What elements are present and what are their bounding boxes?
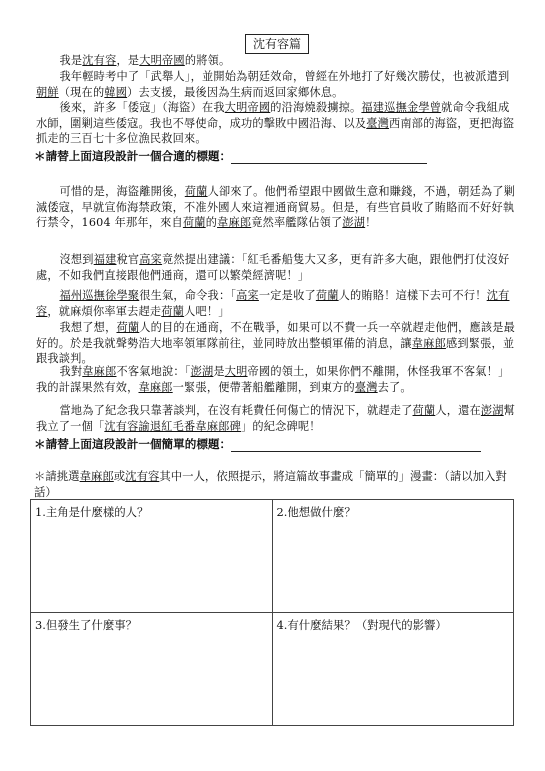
proper-noun: 福建巡撫金學曾 [361, 101, 442, 114]
paragraph [36, 100, 516, 147]
proper-noun: 澎湖 [342, 216, 366, 230]
text-run: 稅官 [116, 253, 140, 266]
proper-noun: 荷蘭 [161, 304, 185, 318]
text-run: 人的目的在通商，不在戰爭，如果可以不費一兵一卒就趕走他們，應該是最好的。於是我就聲勢浩大地率領軍隊前往，並同時放出整頓軍備的消息，讓 [36, 321, 516, 350]
paragraph [36, 184, 516, 231]
proper-noun: 高寀 [139, 253, 163, 266]
text-run: 其中一人，依照提示，將這篇故事畫成「簡單的」漫畫：（請以加入對話） [34, 469, 507, 499]
text-run: 我想了想， [59, 321, 117, 334]
text-run: 的沿海燒殺擄掠。 [270, 101, 362, 114]
comic-instructions [34, 468, 520, 500]
paragraph [36, 69, 516, 100]
proper-noun: 荷蘭 [412, 404, 436, 417]
text-run: ＊請挑選 [34, 469, 80, 483]
proper-noun: 朝鮮 [36, 85, 59, 99]
proper-noun: 福建 [93, 253, 117, 266]
text-run: 可惜的是，海盜離開後， [59, 185, 185, 198]
text-run: 竟然率艦隊佔領了 [251, 216, 343, 230]
text-run: ）去支援，最後因為生病而返回家鄉休息。 [127, 85, 344, 99]
proper-noun: 韋麻郎 [217, 216, 252, 230]
text-run: 是 [213, 365, 225, 378]
proper-noun: 韓國 [104, 85, 128, 99]
text-run: 感到緊張，並跟我談判。 [36, 336, 515, 366]
text-run: 當地為了紀念我只靠著談判，在沒有耗費任何傷亡的情況下，就趕走了 [59, 404, 413, 417]
comic-box[interactable]: 4.有什麼結果？（對現代的影響） [272, 613, 514, 726]
paragraph [36, 320, 516, 367]
proper-noun: 高寀 [236, 289, 259, 302]
text-run: ，就麻煩你率軍去趕走 [47, 304, 162, 318]
proper-noun: 荷蘭 [116, 321, 140, 334]
proper-noun: 沈有容諭退紅毛番韋麻郎碑 [104, 419, 241, 433]
proper-noun: 韋麻郎 [138, 380, 173, 394]
text-run: ，是 [116, 54, 140, 67]
proper-noun: 大明帝國 [139, 54, 185, 67]
title-question-2 [34, 437, 481, 452]
text-run: 的將領。 [184, 54, 231, 67]
proper-noun: 荷蘭 [184, 185, 208, 198]
text-run: 西南部的海盜，更把海盜抓走的三百七十多位漁民救回來。 [36, 116, 515, 146]
paragraph [36, 53, 516, 69]
text-run: ！ [365, 216, 377, 230]
text-run: 帝國的領土，如果你們不離開，休怪我軍不客氣！」我的計謀果然有效， [36, 365, 510, 394]
answer-blank[interactable] [231, 439, 481, 452]
paragraph [36, 364, 516, 395]
text-run: 沒想到 [59, 253, 94, 266]
text-run: 人卻來了。他們希望跟中國做生意和賺錢，不過，朝廷為了剿滅倭寇，早就宣佈海禁政策，不准外國人來這裡通商貿易。但是，有些官員收了賄賂而不好好執行禁令，1604 年那年，來自 [36, 185, 516, 230]
proper-noun: 沈有容 [125, 469, 160, 483]
proper-noun: 福州巡撫徐學聚 [59, 289, 140, 302]
text-run: 的 [205, 216, 218, 230]
text-run: 去了。 [377, 380, 412, 394]
proper-noun: 臺灣 [366, 116, 390, 130]
paragraph [36, 403, 516, 434]
proper-noun: 沈有容 [82, 54, 117, 67]
proper-noun: 臺灣 [354, 380, 378, 394]
title-question-1 [34, 149, 427, 164]
proper-noun: 澎湖 [190, 365, 214, 378]
text-run: 我對 [59, 365, 83, 378]
proper-noun: 大明帝國 [224, 101, 271, 114]
proper-noun: 沈有容 [36, 289, 510, 318]
paragraph [36, 252, 516, 283]
proper-noun: 大明 [224, 365, 248, 378]
comic-box[interactable]: 2.他想做什麼？ [272, 500, 514, 613]
comic-grid [30, 499, 514, 726]
text-run: 一定是收了 [258, 289, 316, 302]
text-run: （現在的 [58, 85, 105, 99]
proper-noun: 荷蘭 [182, 216, 206, 230]
proper-noun: 澎湖 [480, 404, 504, 417]
comic-box[interactable]: 3.但發生了什麼事？ [31, 613, 273, 726]
worksheet-title: 沈有容篇 [245, 34, 309, 54]
text-run: 竟然提出建議：「紅毛番船隻大又多，更有許多大砲，跟他們打仗沒好處，不如我們直接跟他們通商，還可以繁榮經濟呢！」 [36, 253, 510, 282]
text-run: 我年輕時考中了「武舉人」，並開始為朝廷效命，曾經在外地打了好幾次勝仗，也被派遣到 [59, 70, 510, 83]
text-run: 很生氣，命令我：「 [139, 289, 237, 302]
text-run: 或 [113, 469, 126, 483]
text-run: 我是 [59, 54, 83, 67]
answer-blank[interactable] [231, 151, 427, 164]
proper-noun: 韋麻郎 [79, 469, 114, 483]
question-label: ＊請替上面這段設計一個簡單的標題： [34, 437, 232, 451]
question-label: ＊請替上面這段設計一個合適的標題： [34, 149, 232, 163]
comic-box[interactable]: 1.主角是什麼樣的人？ [31, 500, 273, 613]
text-run: 人的賄賂！這樣下去可不行！ [338, 289, 487, 302]
proper-noun: 荷蘭 [315, 289, 339, 302]
text-run: 」的紀念碑呢！ [240, 419, 321, 433]
text-run: 人，還在 [435, 404, 481, 417]
proper-noun: 韋麻郎 [411, 336, 446, 350]
text-run: 就命令我組成水師，圍剿這些倭寇。我也不辱使命，成功的擊敗中國沿海、以及 [36, 101, 510, 130]
text-run: 不客氣地說：「 [116, 365, 191, 378]
text-run: 一緊張，便帶著船艦離開，到東方的 [172, 380, 355, 394]
text-run: 幫我立了一個「 [36, 404, 516, 433]
proper-noun: 韋麻郎 [82, 365, 117, 378]
text-run: 人吧！」 [184, 304, 230, 318]
text-run: 後來，許多「倭寇」（海盜）在我 [59, 101, 225, 114]
paragraph [36, 288, 516, 319]
